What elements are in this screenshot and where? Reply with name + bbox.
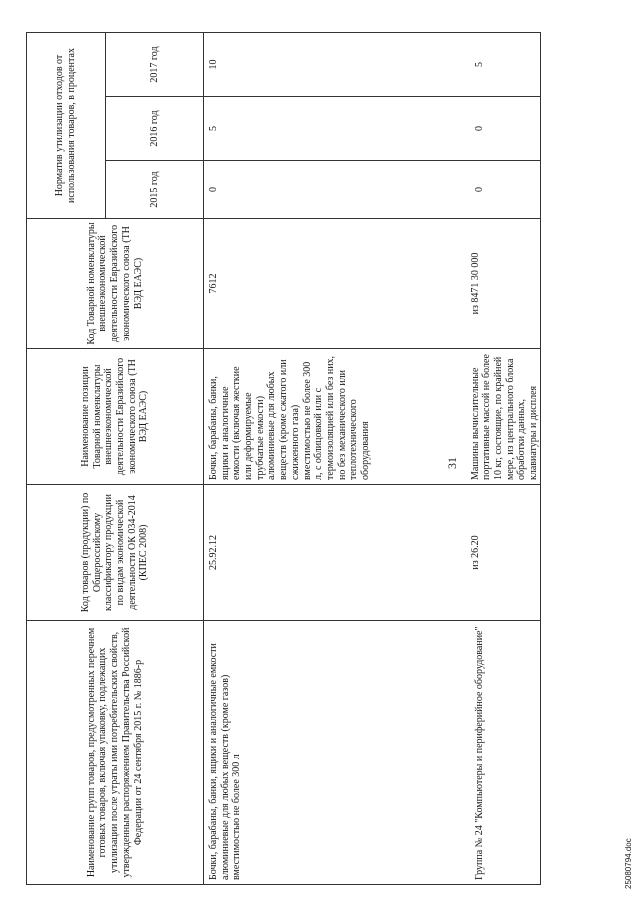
- document-id: 25080794.doc: [624, 838, 633, 889]
- header-year-2016: 2016 год: [106, 97, 204, 161]
- header-norm: Норматив утилизации отходов от использования товаров, в процентах: [27, 33, 106, 219]
- table-row: [204, 33, 448, 885]
- cell-tnved-name: Бочки, барабаны, банки, ящики и аналогичные емкости (включая жесткие или деформируемые трубчатые емкости) алюминиевые для любых веществ (кроме сжатого или сжиженного газа) вместимостью не более 300 л, с облицовкой или с термоизоляцией или без них, но без механического или теплотехнического оборудования: [204, 349, 448, 485]
- header-okpd-code: Код товаров (продукции) по Общероссийскому классификатору продукции по видам экономической деятельности ОК 034-2014 (КПЕС 2008): [27, 485, 204, 621]
- cell-tnved-code: 7612: [204, 219, 448, 349]
- header-group-name: Наименование групп товаров, предусмотренных перечнем готовых товаров, включая упаковку, подлежащих утилизации после утраты ими потребительских свойств, утвержденным распоряжением Правительства Российской Федерации от 24 сентября 2015 г. № 1886-р: [27, 621, 204, 885]
- cell-group-name: Бочки, барабаны, банки, ящики и аналогичные емкости алюминиевые для любых веществ (кроме газов) вместимостью не более 300 л: [204, 621, 448, 885]
- header-year-2015: 2015 год: [106, 161, 204, 219]
- header-year-2017: 2017 год: [106, 33, 204, 97]
- cell-group-name: Группа № 24 "Компьютеры и периферийное оборудование": [448, 621, 541, 885]
- header-tnved-code: Код Товарной номенклатуры внешнеэкономической деятельности Евразийского экономического союза (ТН ВЭД ЕАЭС): [27, 219, 204, 349]
- cell-2017: 5: [448, 33, 541, 97]
- cell-tnved-code: из 8471 30 000: [448, 219, 541, 349]
- regulation-table: [26, 32, 541, 885]
- header-tnved-name: Наименование позиции Товарной номенклатуры внешнеэкономической деятельности Евразийского экономического союза (ТН ВЭД ЕАЭС): [27, 349, 204, 485]
- cell-2017: 10: [204, 33, 448, 97]
- cell-okpd-code: из 26.20: [448, 485, 541, 621]
- cell-2015: 0: [448, 161, 541, 219]
- cell-2016: 0: [448, 97, 541, 161]
- table-row: [448, 33, 541, 885]
- cell-tnved-name: Машины вычислительные портативные массой не более 10 кг, состоящие, по крайней мере, из центрального блока обработки данных, клавиатуры и дисплея: [448, 349, 541, 485]
- cell-okpd-code: 25.92.12: [204, 485, 448, 621]
- page-number: 31: [445, 457, 459, 469]
- cell-2015: 0: [204, 161, 448, 219]
- cell-2016: 5: [204, 97, 448, 161]
